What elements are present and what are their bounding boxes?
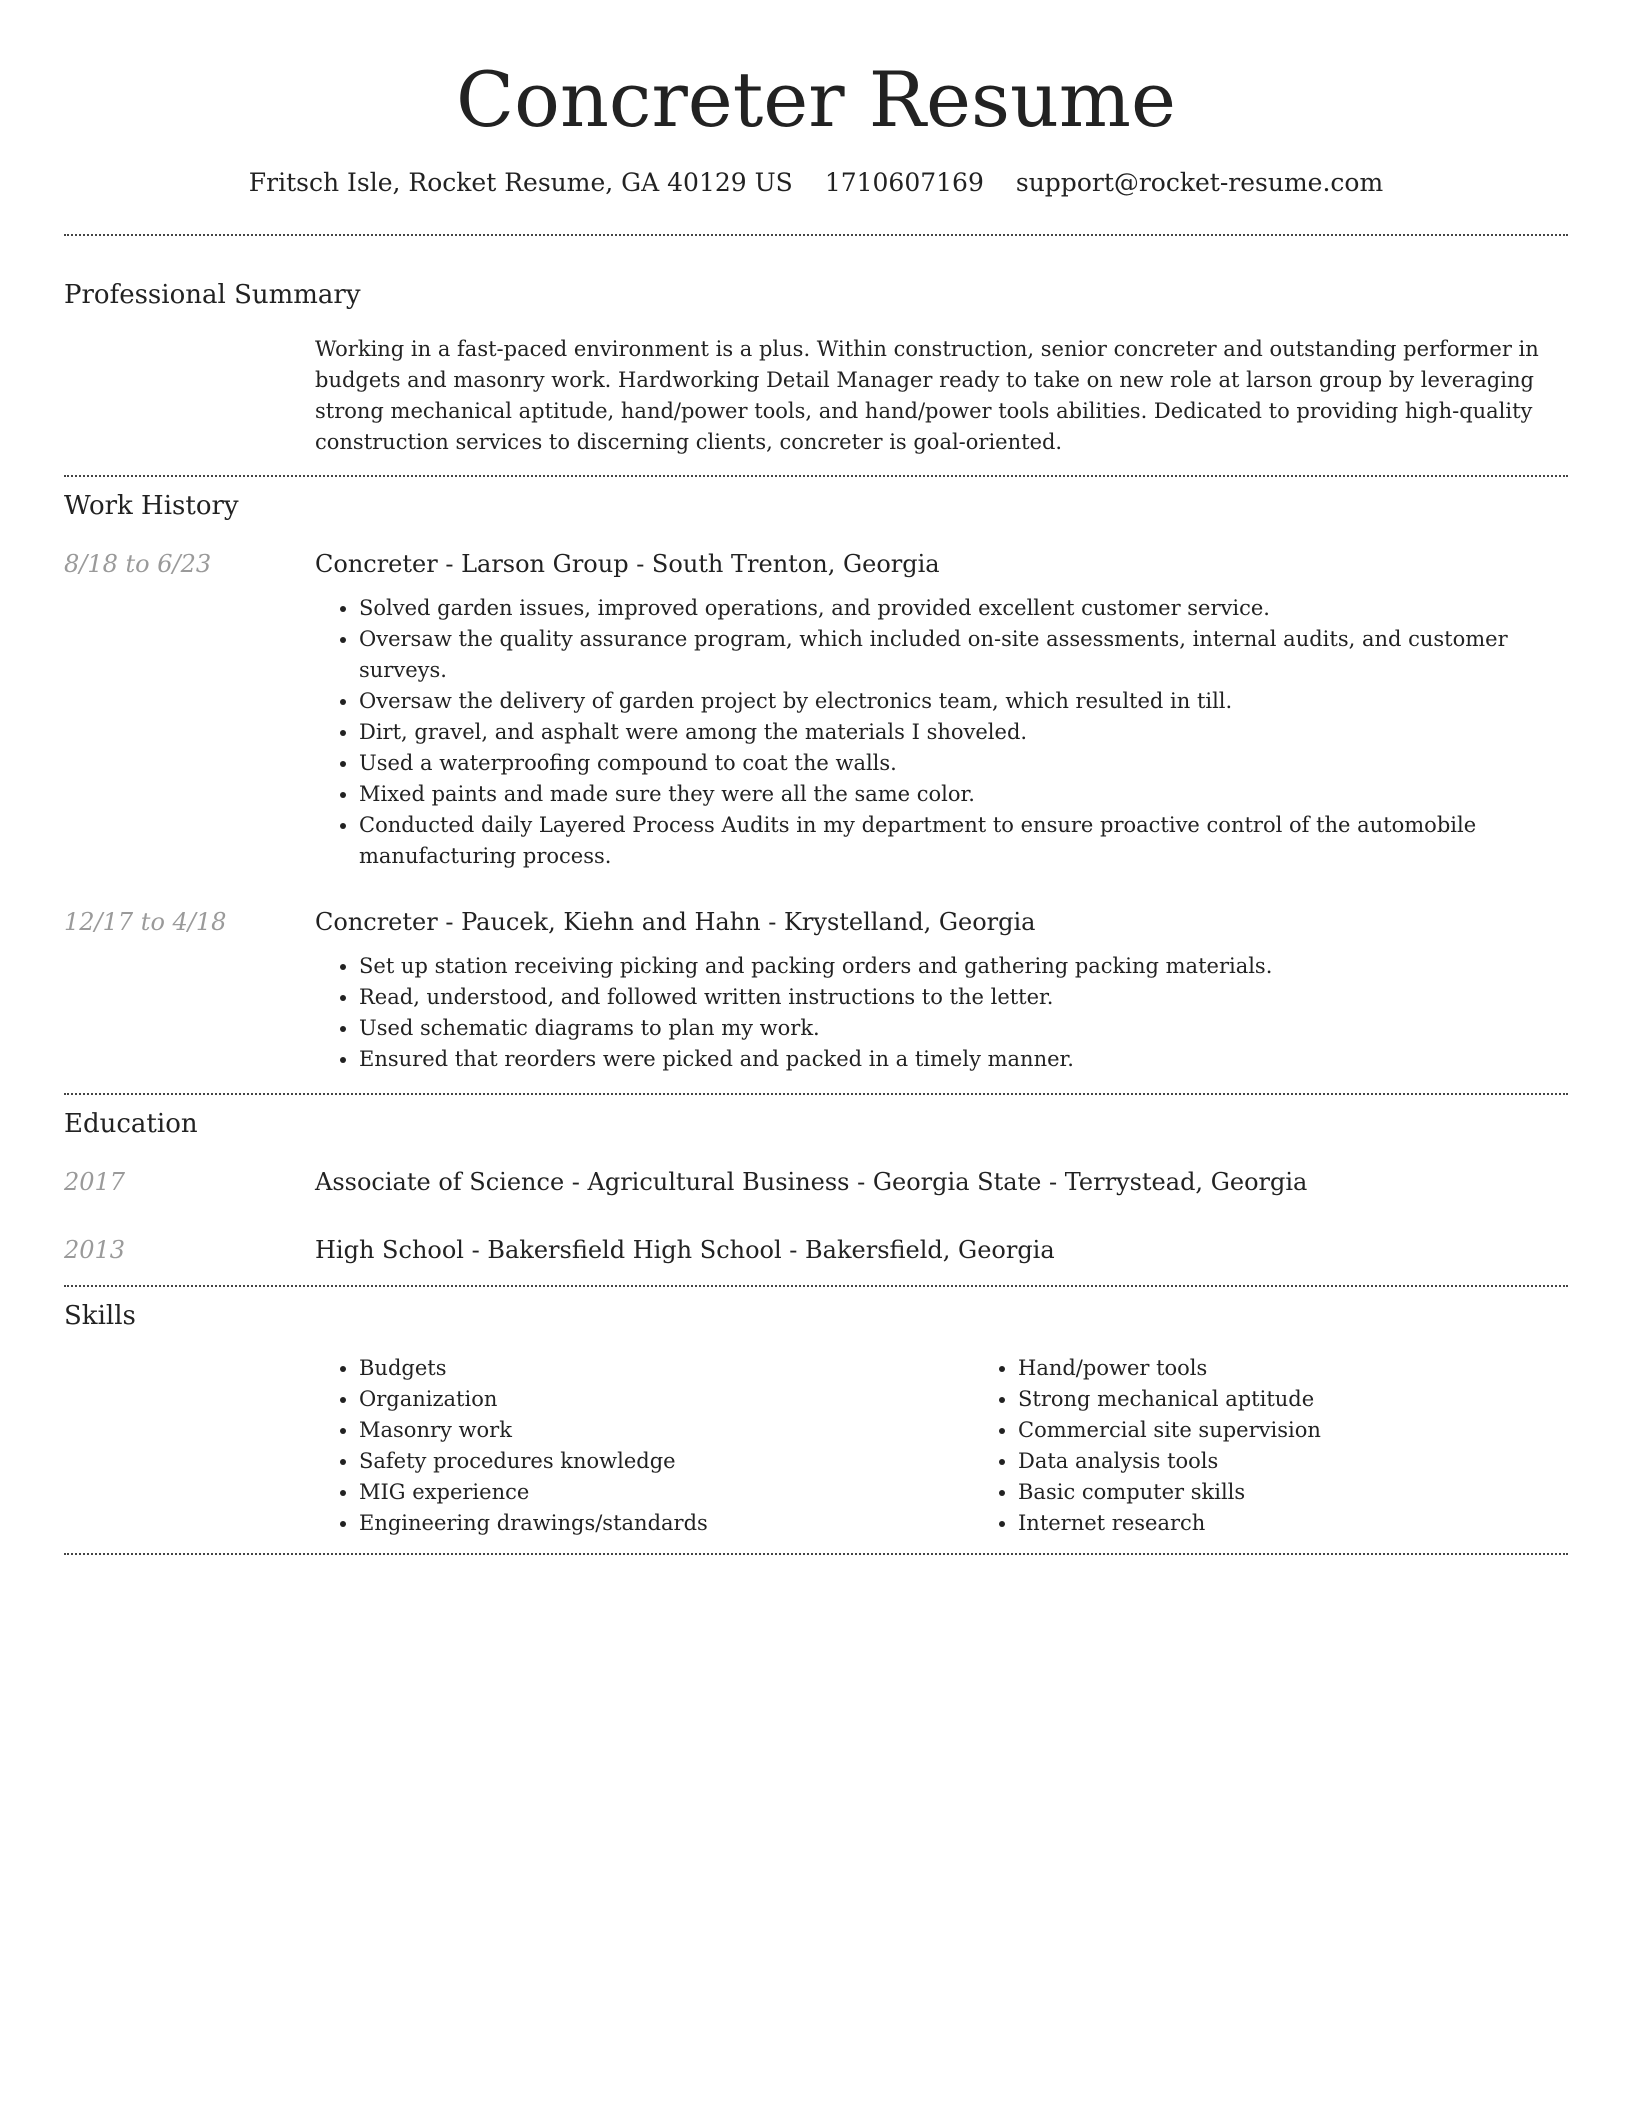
skills-columns: [315, 1353, 1568, 1539]
skill-item: • Organization: [359, 1384, 974, 1415]
job-bullets: [315, 951, 1272, 1075]
job-bullet: • Conducted daily Layered Process Audits in my department to ensure proactive control of the automobile manufacturing process.: [359, 810, 1568, 872]
skills-list-right: [974, 1353, 1632, 1539]
skills-divider: [64, 1553, 1568, 1555]
job-bullet: • Read, understood, and followed written instructions to the letter.: [359, 982, 1272, 1013]
job-title: Concreter - Larson Group - South Trenton, Georgia: [315, 550, 940, 578]
skills-list-left: [315, 1353, 974, 1539]
skill-item: • MIG experience: [359, 1477, 974, 1508]
education-year: 2013: [64, 1236, 126, 1264]
education-entry: [64, 1233, 1568, 1267]
skill-item: • Masonry work: [359, 1415, 974, 1446]
skill-item: • Strong mechanical aptitude: [1018, 1384, 1632, 1415]
job-bullet: • Dirt, gravel, and asphalt were among the materials I shoveled.: [359, 717, 1568, 748]
work-section: [64, 489, 1568, 1075]
job-bullet: • Used a waterproofing compound to coat the walls.: [359, 748, 1568, 779]
resume-header: [64, 0, 1568, 200]
skill-item: • Hand/power tools: [1018, 1353, 1632, 1384]
skill-item: • Basic computer skills: [1018, 1477, 1632, 1508]
skill-item: • Data analysis tools: [1018, 1446, 1632, 1477]
job-bullet: • Oversaw the quality assurance program, which included on-site assessments, internal audits, and customer surveys.: [359, 624, 1568, 686]
job-bullet: • Solved garden issues, improved operations, and provided excellent customer service.: [359, 593, 1568, 624]
skill-item: • Engineering drawings/standards: [359, 1508, 974, 1539]
resume-title: Concreter Resume: [456, 55, 1176, 144]
education-title: High School - Bakersfield High School - Bakersfield, Georgia: [315, 1236, 1055, 1264]
job-entry: [64, 905, 1568, 1075]
skill-item: • Internet research: [1018, 1508, 1632, 1539]
skill-item: • Budgets: [359, 1353, 974, 1384]
job-details: [315, 905, 1272, 1075]
job-bullet: • Used schematic diagrams to plan my work.: [359, 1013, 1272, 1044]
resume-page: [64, 0, 1568, 1555]
job-bullet: • Mixed paints and made sure they were all the same color.: [359, 779, 1568, 810]
skills-section: [64, 1299, 1568, 1539]
contact-address: Fritsch Isle, Rocket Resume, GA 40129 US: [248, 168, 793, 197]
education-divider: [64, 1285, 1568, 1287]
skills-heading: Skills: [64, 1301, 136, 1331]
summary-section: [64, 278, 1568, 458]
contact-email: support@rocket-resume.com: [1015, 168, 1384, 197]
education-section: [64, 1107, 1568, 1267]
skill-item: • Safety procedures knowledge: [359, 1446, 974, 1477]
job-details: [315, 547, 1568, 872]
job-bullets: [315, 593, 1568, 872]
contact-phone: 1710607169: [824, 168, 984, 197]
job-dates: 12/17 to 4/18: [64, 908, 227, 936]
education-entry: [64, 1165, 1568, 1199]
education-year: 2017: [64, 1168, 126, 1196]
job-dates: 8/18 to 6/23: [64, 550, 212, 578]
job-bullet: • Oversaw the delivery of garden project by electronics team, which resulted in till.: [359, 686, 1568, 717]
summary-divider: [64, 475, 1568, 477]
education-heading: Education: [64, 1109, 198, 1139]
work-divider: [64, 1093, 1568, 1095]
skill-item: • Commercial site supervision: [1018, 1415, 1632, 1446]
education-title: Associate of Science - Agricultural Business - Georgia State - Terrystead, Georgia: [315, 1168, 1308, 1196]
job-title: Concreter - Paucek, Kiehn and Hahn - Krystelland, Georgia: [315, 908, 1036, 936]
summary-heading: Professional Summary: [64, 280, 361, 310]
summary-text: Working in a fast-paced environment is a plus. Within construction, senior concreter and outstanding performer in budgets and masonry work. Hardworking Detail Manager ready to take on new role at larson group by leveraging strong mechanical aptitude, hand/power tools, and hand/power tools abilities. Dedicated to providing high-quality construction services to discerning clients, concreter is goal-oriented.: [315, 337, 1539, 454]
job-bullet: • Ensured that reorders were picked and packed in a timely manner.: [359, 1044, 1272, 1075]
job-entry: [64, 547, 1568, 872]
contact-line: [64, 166, 1568, 200]
job-bullet: • Set up station receiving picking and packing orders and gathering packing materials.: [359, 951, 1272, 982]
header-divider: [64, 234, 1568, 236]
work-heading: Work History: [64, 491, 239, 521]
